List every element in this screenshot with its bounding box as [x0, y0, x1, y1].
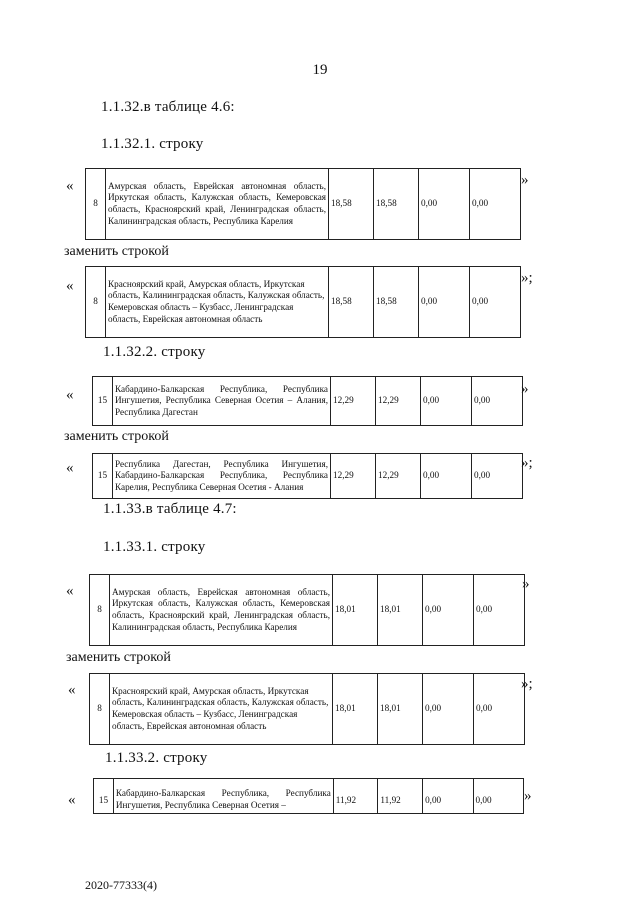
row-value: 12,29	[331, 454, 376, 499]
row-regions: Амурская область, Еврейская автономная область, Иркутская область, Калужская область, Кемеровская область, Красноярский край, Ленинградская область, Калининградская область, Республика Карелия	[106, 169, 329, 240]
row-value: 12,29	[376, 454, 421, 499]
open-quote: «	[66, 583, 74, 599]
row-value: 18,01	[378, 674, 423, 745]
table-row	[93, 778, 524, 814]
row-value: 18,58	[374, 169, 419, 240]
document-id: 2020-77333(4)	[85, 878, 157, 892]
close-quote: »	[521, 172, 529, 188]
row-regions: Красноярский край, Амурская область, Иркутская область, Калининградская область, Калужская область, Кемеровская область – Кузбасс, Ленинградская область, Еврейская автономная область	[106, 267, 329, 338]
close-quote: »;	[521, 270, 533, 286]
replace-label: заменить строкой	[64, 244, 169, 259]
row-number: 15	[94, 779, 114, 814]
row-value: 18,01	[378, 575, 423, 646]
section-heading: 1.1.32.в таблице 4.6:	[101, 99, 235, 115]
table-row-clip	[93, 778, 524, 815]
table-row	[92, 376, 523, 426]
open-quote: «	[68, 682, 76, 698]
row-value: 0,00	[470, 169, 521, 240]
row-regions: Кабардино-Балкарская Республика, Республика Ингушетия, Республика Северная Осетия –	[113, 779, 333, 814]
row-number: 8	[86, 267, 106, 338]
table-row	[85, 168, 521, 240]
section-heading: 1.1.33.в таблице 4.7:	[103, 501, 237, 517]
row-value: 0,00	[472, 377, 523, 426]
open-quote: «	[66, 387, 74, 403]
row-value: 0,00	[472, 454, 523, 499]
close-quote: »;	[521, 676, 533, 692]
section-heading: 1.1.32.2. строку	[103, 344, 206, 360]
open-quote: «	[66, 460, 74, 476]
row-value: 12,29	[376, 377, 421, 426]
row-regions: Красноярский край, Амурская область, Иркутская область, Калининградская область, Калужская область, Кемеровская область – Кузбасс, Ленинградская область, Еврейская автономная область	[110, 674, 333, 745]
row-value: 0,00	[419, 169, 470, 240]
row-regions: Амурская область, Еврейская автономная область, Иркутская область, Калужская область, Кемеровская область, Красноярский край, Ленинградская область, Калининградская область, Республика Карелия	[110, 575, 333, 646]
row-value: 0,00	[423, 779, 473, 814]
close-quote: »	[522, 576, 530, 592]
row-value: 18,01	[333, 575, 378, 646]
row-number: 15	[93, 377, 113, 426]
row-value: 0,00	[470, 267, 521, 338]
table-row	[85, 266, 521, 338]
row-number: 8	[90, 674, 110, 745]
close-quote: »	[524, 788, 532, 804]
row-number: 8	[90, 575, 110, 646]
row-regions: Кабардино-Балкарская Республика, Республика Ингушетия, Республика Северная Осетия – Алания, Республика Дагестан	[113, 377, 331, 426]
row-value: 18,01	[333, 674, 378, 745]
row-value: 18,58	[329, 267, 374, 338]
open-quote: «	[66, 278, 74, 294]
row-value: 0,00	[421, 377, 472, 426]
row-value: 0,00	[473, 779, 523, 814]
row-value: 18,58	[329, 169, 374, 240]
table-row	[89, 574, 525, 646]
open-quote: «	[68, 792, 76, 808]
row-value: 0,00	[474, 674, 525, 745]
close-quote: »	[521, 381, 529, 397]
row-value: 0,00	[421, 454, 472, 499]
row-value: 12,29	[331, 377, 376, 426]
section-heading: 1.1.33.1. строку	[103, 539, 206, 555]
row-regions: Республика Дагестан, Республика Ингушетия, Кабардино-Балкарская Республика, Республика Карелия, Республика Северная Осетия - Алания	[113, 454, 331, 499]
row-value: 0,00	[423, 674, 474, 745]
row-value: 11,92	[333, 779, 378, 814]
close-quote: »;	[521, 455, 533, 471]
section-heading: 1.1.33.2. строку	[105, 750, 208, 766]
row-value: 0,00	[474, 575, 525, 646]
table-row	[89, 673, 525, 745]
row-value: 11,92	[378, 779, 423, 814]
page-number: 19	[312, 62, 328, 78]
replace-label: заменить строкой	[64, 429, 169, 444]
open-quote: «	[66, 178, 74, 194]
replace-label: заменить строкой	[66, 650, 171, 665]
row-number: 15	[93, 454, 113, 499]
row-value: 0,00	[423, 575, 474, 646]
row-value: 0,00	[419, 267, 470, 338]
row-value: 18,58	[374, 267, 419, 338]
table-row	[92, 453, 523, 499]
row-number: 8	[86, 169, 106, 240]
section-heading: 1.1.32.1. строку	[101, 136, 204, 152]
